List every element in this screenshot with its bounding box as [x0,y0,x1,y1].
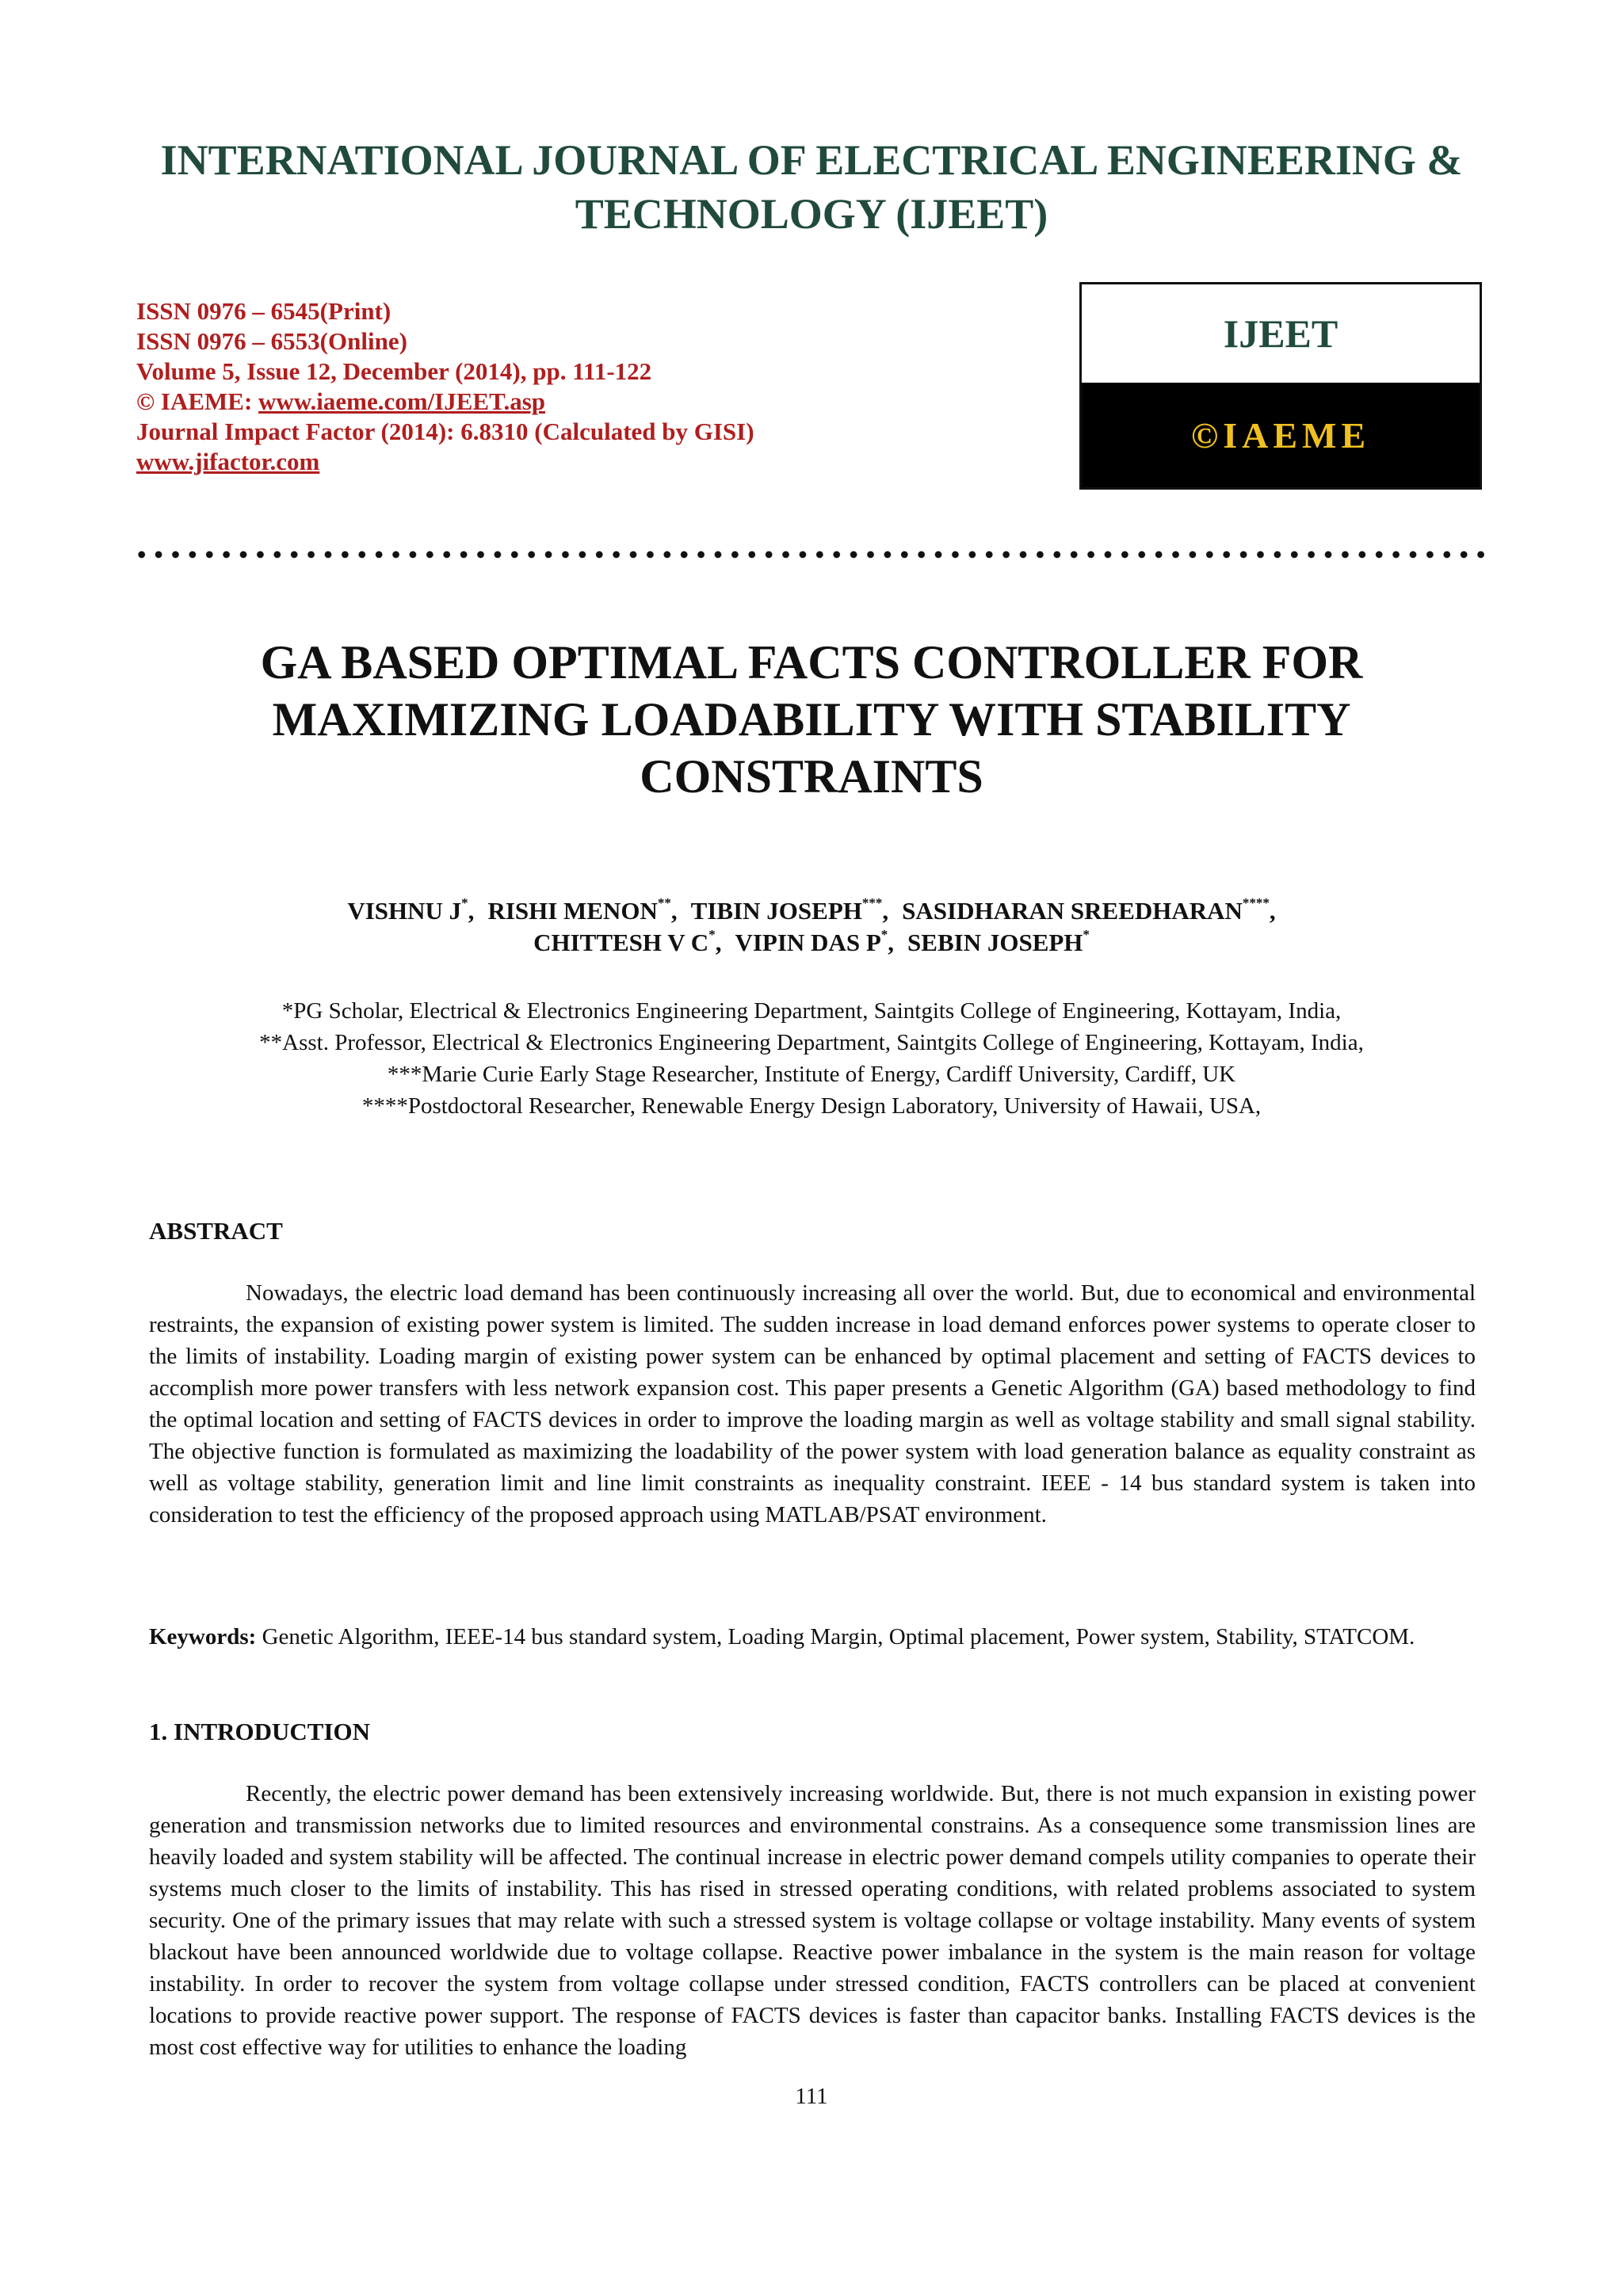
author-separator: , [468,897,475,925]
paper-title-line: GA BASED OPTIMAL FACTS CONTROLLER FOR [260,636,1363,688]
jifactor-line [136,447,1008,477]
author [487,894,678,925]
author-list [119,895,1504,959]
author-affil-mark: * [1083,926,1090,942]
paper-title-line: MAXIMIZING LOADABILITY WITH STABILITY [272,693,1351,746]
author [347,894,475,925]
keywords-label: Keywords: [149,1624,257,1650]
paper-title [119,634,1504,805]
ijeet-logo-box [1079,282,1482,490]
author-separator: , [715,929,722,956]
author-affil-mark: * [708,926,716,942]
author [902,894,1276,925]
author-affil-mark: ** [657,894,671,910]
issn-print: ISSN 0976 – 6545(Print) [136,297,391,325]
author-name: SEBIN JOSEPH [907,929,1083,956]
page-number: 111 [795,2084,828,2109]
journal-info-block [136,296,1008,477]
author [907,926,1090,956]
journal-title-line: INTERNATIONAL JOURNAL OF ELECTRICAL ENGINEERING & [160,136,1463,184]
iaeme-link[interactable]: www.iaeme.com/IJEET.asp [258,387,545,415]
affiliation: ****Postdoctoral Researcher, Renewable Energy Design Laboratory, University of Hawaii, USA, [361,1093,1262,1119]
introduction-heading: 1. INTRODUCTION [149,1718,371,1745]
author [735,926,895,956]
author [690,894,889,925]
author-name: VISHNU J [347,897,462,925]
abstract-text: Nowadays, the electric load demand has been continuously increasing all over the world. But, due to economical and environmental restraints, the expansion of existing power system is limited. The sudden increase in load demand enforces power systems to operate closer to the limits of instability. Loading margin of existing power system can be enhanced by optimal placement and setting of FACTS devices to accomplish more power transfers with less network expansion cost. This paper presents a Genetic Algorithm (GA) based methodology to find the optimal location and setting of FACTS devices in order to improve the loading margin as well as voltage stability and small signal stability. The objective function is formulated as maximizing the loadability of the power system with load generation balance as equality constraint as well as voltage stability, generation limit and line limit constraints as inequality constraint. IEEE - 14 bus standard system is taken into consideration to test the efficiency of the proposed approach using MATLAB/PSAT environment. [149,1280,1476,1527]
author [533,926,722,956]
affiliation: ***Marie Curie Early Stage Researcher, Institute of Energy, Cardiff University, Cardiff, UK [387,1062,1236,1087]
iaeme-line [136,387,1008,417]
introduction-text: Recently, the electric power demand has been extensively increasing worldwide. But, there is not much expansion in existing power generation and transmission networks due to limited resources and environmental constrains. As a consequence some transmission lines are heavily loaded and system stability will be affected. The continual increase in electric power demand compels utility companies to operate their systems much closer to the limits of instability. This has rised in stressed operating conditions, with related problems associated to system security. One of the primary issues that may relate with such a stressed system is voltage collapse or voltage instability. Many events of system blackout have been announced worldwide due to voltage collapse. Reactive power imbalance in the system is the main reason for voltage instability. In order to recover the system from voltage collapse under stressed condition, FACTS controllers can be placed at convenient locations to provide reactive power support. The response of FACTS devices is faster than capacitor banks. Installing FACTS devices is the most cost effective way for utilities to enhance the loading [149,1781,1476,2060]
author-separator: , [882,897,889,925]
author-name: CHITTESH V C [533,929,709,956]
iaeme-prefix: © IAEME: [136,387,259,415]
author-separator: , [670,897,678,925]
author-affil-mark: **** [1242,894,1270,910]
affiliation: **Asst. Professor, Electrical & Electronics Engineering Department, Saintgits College of Engineering, Kottayam, India, [259,1030,1364,1055]
author-separator: , [1269,897,1276,925]
journal-title [95,133,1528,241]
author-name: RISHI MENON [487,897,658,925]
author-affil-mark: *** [861,894,883,910]
issn-online: ISSN 0976 – 6553(Online) [136,327,407,355]
author-affil-mark: * [461,894,468,910]
author-name: SASIDHARAN SREEDHARAN [902,897,1243,925]
volume-info: Volume 5, Issue 12, December (2014), pp. 111-122 [136,357,652,385]
author-name: TIBIN JOSEPH [690,897,862,925]
author-separator: , [888,929,895,956]
affiliation-list [119,995,1504,1122]
ijeet-logo-text: IJEET [1223,311,1338,356]
paper-title-line: CONSTRAINTS [640,750,983,803]
abstract-heading: ABSTRACT [149,1217,283,1245]
iaeme-logo-text: ©IAEME [1082,383,1480,487]
author-affil-mark: * [880,926,888,942]
dotted-divider [133,550,1490,559]
jifactor-link[interactable]: www.jifactor.com [136,448,320,475]
author-row [119,895,1504,927]
impact-factor: Journal Impact Factor (2014): 6.8310 (Calculated by GISI) [136,418,754,445]
author-row [119,927,1504,959]
author-name: VIPIN DAS P [735,929,881,956]
journal-title-line: TECHNOLOGY (IJEET) [575,190,1048,238]
keywords [149,1621,1476,1653]
keywords-text: Genetic Algorithm, IEEE-14 bus standard system, Loading Margin, Optimal placement, Power system, Stability, STATCOM. [256,1624,1415,1650]
affiliation: *PG Scholar, Electrical & Electronics Engineering Department, Saintgits College of Engineering, Kottayam, India, [281,998,1342,1024]
